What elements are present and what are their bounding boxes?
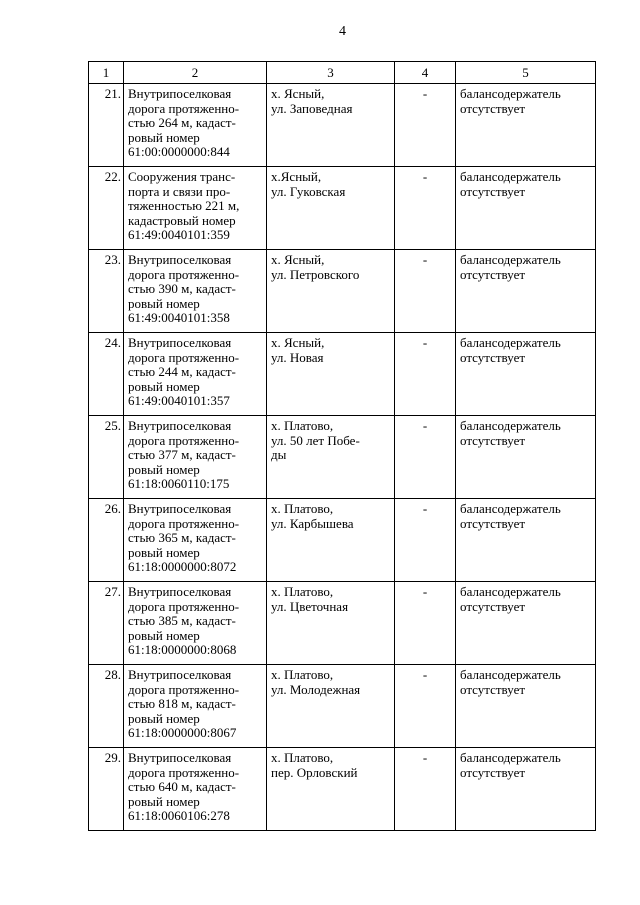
- balance-holder-line: балансодержатель: [460, 335, 561, 350]
- object-description-line: дорога протяженно-: [128, 515, 240, 531]
- object-address-line: х. Платово,: [271, 418, 334, 433]
- object-description-line: Внутрипоселковая: [128, 501, 232, 516]
- object-description-line: ровый номер: [128, 793, 200, 809]
- object-description-line: стью 377 м, кадаст-: [128, 447, 236, 463]
- object-address: [267, 84, 395, 167]
- balance-holder-line: отсутствует: [460, 266, 526, 282]
- object-description-line: 61:49:0040101:357: [128, 393, 230, 409]
- object-description-line: ровый номер: [128, 627, 200, 643]
- object-description-line: порта и связи про-: [128, 183, 231, 199]
- object-description-line: Внутрипоселковая: [128, 667, 232, 682]
- row-number: 24.: [89, 333, 124, 416]
- balance-holder-line: балансодержатель: [460, 501, 561, 516]
- header-col-3: 3: [267, 62, 395, 84]
- balance-holder-line: отсутствует: [460, 598, 526, 614]
- col4-value: -: [395, 84, 456, 167]
- object-description-line: ровый номер: [128, 378, 200, 394]
- object-description: [124, 333, 267, 416]
- property-table: [88, 61, 596, 831]
- object-description-line: дорога протяженно-: [128, 432, 240, 448]
- object-description-line: стью 244 м, кадаст-: [128, 364, 236, 380]
- object-address: [267, 416, 395, 499]
- object-description-line: стью 640 м, кадаст-: [128, 779, 236, 795]
- balance-holder: [456, 665, 596, 748]
- object-address-line: ул. Карбышева: [271, 515, 354, 531]
- row-number: 23.: [89, 250, 124, 333]
- object-description-line: дорога протяженно-: [128, 349, 240, 365]
- object-description-line: 61:18:0000000:8072: [128, 559, 237, 575]
- object-description-line: 61:18:0000000:8067: [128, 725, 237, 741]
- object-description-line: Внутрипоселковая: [128, 86, 232, 101]
- object-description-line: ровый номер: [128, 544, 200, 560]
- table-row: [89, 84, 596, 167]
- col4-value: -: [395, 748, 456, 831]
- object-description-line: дорога протяженно-: [128, 266, 240, 282]
- object-description-line: стью 264 м, кадаст-: [128, 115, 236, 131]
- object-address-line: пер. Орловский: [271, 764, 358, 780]
- object-address-line: х. Ясный,: [271, 335, 325, 350]
- header-col-2: 2: [124, 62, 267, 84]
- balance-holder-line: отсутствует: [460, 183, 526, 199]
- object-description-line: дорога протяженно-: [128, 100, 240, 116]
- object-description-line: 61:00:0000000:844: [128, 144, 230, 160]
- balance-holder: [456, 748, 596, 831]
- object-address: [267, 582, 395, 665]
- balance-holder-line: отсутствует: [460, 681, 526, 697]
- balance-holder-line: балансодержатель: [460, 667, 561, 682]
- object-description-line: 61:18:0060110:175: [128, 476, 230, 492]
- object-address-line: ул. Новая: [271, 349, 324, 365]
- object-description-line: ровый номер: [128, 710, 200, 726]
- table-row: [89, 167, 596, 250]
- object-description: [124, 748, 267, 831]
- object-address-line: х. Ясный,: [271, 86, 325, 101]
- object-address-line: ул. Молодежная: [271, 681, 361, 697]
- object-description-line: ровый номер: [128, 129, 200, 145]
- row-number: 27.: [89, 582, 124, 665]
- col4-value: -: [395, 250, 456, 333]
- object-description-line: дорога протяженно-: [128, 598, 240, 614]
- balance-holder-line: отсутствует: [460, 432, 526, 448]
- object-description-line: стью 385 м, кадаст-: [128, 613, 236, 629]
- object-description-line: 61:49:0040101:358: [128, 310, 230, 326]
- object-description: [124, 250, 267, 333]
- header-col-1: 1: [89, 62, 124, 84]
- object-description-line: дорога протяженно-: [128, 681, 240, 697]
- row-number: 28.: [89, 665, 124, 748]
- table-row: [89, 748, 596, 831]
- object-description-line: Внутрипоселковая: [128, 750, 232, 765]
- object-description-line: 61:49:0040101:359: [128, 227, 230, 243]
- balance-holder-line: балансодержатель: [460, 584, 561, 599]
- table-row: [89, 665, 596, 748]
- balance-holder-line: балансодержатель: [460, 86, 561, 101]
- col4-value: -: [395, 167, 456, 250]
- object-description-line: Внутрипоселковая: [128, 252, 232, 267]
- object-description: [124, 582, 267, 665]
- balance-holder: [456, 333, 596, 416]
- object-description-line: стью 365 м, кадаст-: [128, 530, 236, 546]
- balance-holder: [456, 250, 596, 333]
- object-description: [124, 84, 267, 167]
- balance-holder-line: балансодержатель: [460, 750, 561, 765]
- header-col-4: 4: [395, 62, 456, 84]
- object-address-line: ул. Цветочная: [271, 598, 349, 614]
- header-row: [89, 62, 596, 84]
- object-address: [267, 748, 395, 831]
- object-description: [124, 416, 267, 499]
- object-address-line: х. Ясный,: [271, 252, 325, 267]
- col4-value: -: [395, 665, 456, 748]
- object-description-line: дорога протяженно-: [128, 764, 240, 780]
- object-address-line: х. Платово,: [271, 667, 334, 682]
- balance-holder-line: отсутствует: [460, 100, 526, 116]
- row-number: 29.: [89, 748, 124, 831]
- row-number: 26.: [89, 499, 124, 582]
- row-number: 21.: [89, 84, 124, 167]
- row-number: 25.: [89, 416, 124, 499]
- object-description: [124, 665, 267, 748]
- balance-holder-line: отсутствует: [460, 515, 526, 531]
- balance-holder: [456, 499, 596, 582]
- row-number: 22.: [89, 167, 124, 250]
- object-address-line: ул. Заповедная: [271, 100, 353, 116]
- object-description-line: стью 818 м, кадаст-: [128, 696, 236, 712]
- object-description-line: Внутрипоселковая: [128, 335, 232, 350]
- object-address-line: ул. Гуковская: [271, 183, 346, 199]
- balance-holder-line: балансодержатель: [460, 169, 561, 184]
- object-description-line: ровый номер: [128, 295, 200, 311]
- object-address-line: х. Платово,: [271, 750, 334, 765]
- object-address: [267, 499, 395, 582]
- balance-holder-line: отсутствует: [460, 349, 526, 365]
- object-description: [124, 499, 267, 582]
- object-address: [267, 167, 395, 250]
- object-address-line: ул. Петровского: [271, 266, 360, 282]
- balance-holder: [456, 167, 596, 250]
- object-address-line: ул. 50 лет Побе-: [271, 432, 360, 448]
- object-description-line: Сооружения транс-: [128, 169, 236, 184]
- balance-holder: [456, 416, 596, 499]
- balance-holder-line: отсутствует: [460, 764, 526, 780]
- object-address: [267, 333, 395, 416]
- table-row: [89, 333, 596, 416]
- page-number: 4: [339, 24, 346, 39]
- table-row: [89, 499, 596, 582]
- object-description-line: Внутрипоселковая: [128, 584, 232, 599]
- header-col-5: 5: [456, 62, 596, 84]
- object-address: [267, 665, 395, 748]
- object-description-line: кадастровый номер: [128, 212, 236, 228]
- object-description-line: тяженностью 221 м,: [128, 198, 240, 214]
- table-row: [89, 582, 596, 665]
- table-row: [89, 250, 596, 333]
- object-address: [267, 250, 395, 333]
- col4-value: -: [395, 582, 456, 665]
- table-body: [89, 84, 596, 831]
- object-description: [124, 167, 267, 250]
- object-address-line: х. Платово,: [271, 501, 334, 516]
- object-address-line: ды: [271, 447, 287, 463]
- balance-holder: [456, 582, 596, 665]
- table-row: [89, 416, 596, 499]
- object-description-line: 61:18:0000000:8068: [128, 642, 237, 658]
- object-description-line: Внутрипоселковая: [128, 418, 232, 433]
- object-description-line: 61:18:0060106:278: [128, 808, 230, 824]
- col4-value: -: [395, 416, 456, 499]
- balance-holder-line: балансодержатель: [460, 252, 561, 267]
- object-description-line: стью 390 м, кадаст-: [128, 281, 236, 297]
- balance-holder-line: балансодержатель: [460, 418, 561, 433]
- object-address-line: х.Ясный,: [271, 169, 322, 184]
- balance-holder: [456, 84, 596, 167]
- object-description-line: ровый номер: [128, 461, 200, 477]
- object-address-line: х. Платово,: [271, 584, 334, 599]
- col4-value: -: [395, 499, 456, 582]
- col4-value: -: [395, 333, 456, 416]
